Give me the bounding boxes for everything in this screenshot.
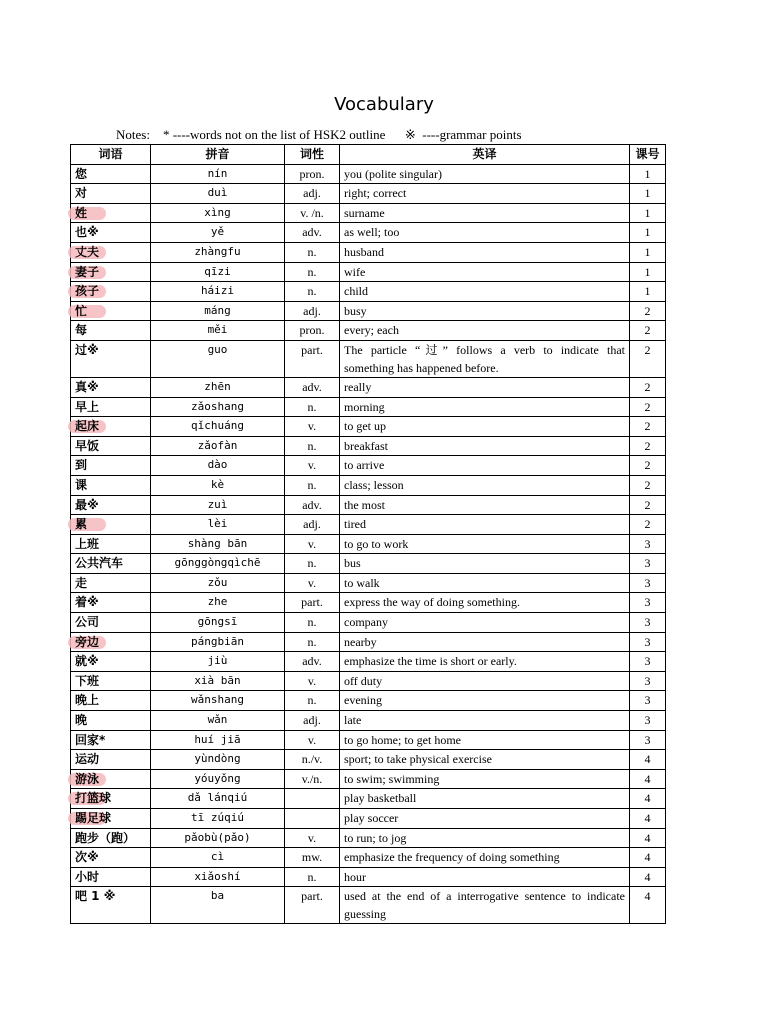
english-cell: sport; to take physical exercise <box>340 750 630 770</box>
part-of-speech-cell: v. <box>285 573 340 593</box>
lesson-number-cell: 3 <box>630 613 666 633</box>
word-cell <box>71 652 151 672</box>
word-text: 丈夫 <box>75 244 100 259</box>
word-cell <box>71 534 151 554</box>
part-of-speech-cell: pron. <box>285 321 340 341</box>
word-text: 孩子 <box>75 284 100 299</box>
part-of-speech-cell: part. <box>285 593 340 613</box>
pinyin-cell: dào <box>151 456 285 476</box>
word-cell <box>71 495 151 515</box>
part-of-speech-cell <box>285 789 340 809</box>
part-of-speech-cell: v. <box>285 671 340 691</box>
word-text: 早上 <box>75 399 100 414</box>
word-text: 晚 <box>75 713 88 728</box>
lesson-number-cell: 2 <box>630 321 666 341</box>
pinyin-cell: tī zúqiú <box>151 809 285 829</box>
english-cell: to get up <box>340 417 630 437</box>
table-row <box>71 554 666 574</box>
english-cell: emphasize the frequency of doing something <box>340 848 630 868</box>
lesson-number-cell: 3 <box>630 534 666 554</box>
english-cell: used at the end of a interrogative sentence to indicate guessing <box>340 887 630 924</box>
word-text: 起床 <box>75 419 100 434</box>
word-text: 公司 <box>75 615 100 630</box>
word-cell <box>71 321 151 341</box>
word-cell <box>71 573 151 593</box>
word-cell <box>71 711 151 731</box>
pinyin-cell: gōngsī <box>151 613 285 633</box>
table-row <box>71 769 666 789</box>
table-row <box>71 262 666 282</box>
part-of-speech-cell: n. <box>285 613 340 633</box>
word-text: 妻子 <box>75 264 100 279</box>
part-of-speech-cell: adv. <box>285 652 340 672</box>
lesson-number-cell: 3 <box>630 573 666 593</box>
table-row <box>71 282 666 302</box>
word-text: 对 <box>75 186 88 201</box>
lesson-number-cell: 4 <box>630 809 666 829</box>
pinyin-cell: zǒu <box>151 573 285 593</box>
pinyin-cell: huí jiā <box>151 730 285 750</box>
word-cell <box>71 164 151 184</box>
header-word: 词语 <box>71 145 151 165</box>
pinyin-cell: xiǎoshí <box>151 867 285 887</box>
word-cell <box>71 340 151 377</box>
word-text: 也※ <box>75 225 99 240</box>
word-text: 运动 <box>75 752 100 767</box>
word-text: 跑步（跑） <box>75 830 136 845</box>
table-row <box>71 848 666 868</box>
pinyin-cell: pǎobù(pǎo) <box>151 828 285 848</box>
english-cell: to walk <box>340 573 630 593</box>
part-of-speech-cell: part. <box>285 340 340 377</box>
pinyin-cell: cì <box>151 848 285 868</box>
word-cell <box>71 789 151 809</box>
table-row <box>71 632 666 652</box>
lesson-number-cell: 3 <box>630 730 666 750</box>
word-text: 踢足球 <box>75 811 112 825</box>
pinyin-cell: jiù <box>151 652 285 672</box>
lesson-number-cell: 2 <box>630 417 666 437</box>
word-cell <box>71 828 151 848</box>
pinyin-cell: qīzi <box>151 262 285 282</box>
word-cell <box>71 262 151 282</box>
lesson-number-cell: 1 <box>630 262 666 282</box>
word-cell <box>71 377 151 397</box>
word-text: 真※ <box>75 379 99 394</box>
lesson-number-cell: 4 <box>630 848 666 868</box>
lesson-number-cell: 4 <box>630 789 666 809</box>
lesson-number-cell: 2 <box>630 475 666 495</box>
english-cell: tired <box>340 515 630 535</box>
table-row <box>71 671 666 691</box>
lesson-number-cell: 2 <box>630 456 666 476</box>
word-text: 最※ <box>75 497 99 512</box>
table-row <box>71 652 666 672</box>
english-cell: hour <box>340 867 630 887</box>
table-row <box>71 301 666 321</box>
table-body <box>71 164 666 924</box>
part-of-speech-cell: adj. <box>285 711 340 731</box>
pinyin-cell: duì <box>151 184 285 204</box>
part-of-speech-cell: n. <box>285 632 340 652</box>
english-cell: evening <box>340 691 630 711</box>
table-row <box>71 534 666 554</box>
word-cell <box>71 475 151 495</box>
lesson-number-cell: 3 <box>630 711 666 731</box>
word-cell <box>71 282 151 302</box>
table-row <box>71 613 666 633</box>
header-lesson: 课号 <box>630 145 666 165</box>
word-text: 旁边 <box>75 634 100 649</box>
word-text: 下班 <box>75 673 100 688</box>
part-of-speech-cell: v. <box>285 456 340 476</box>
part-of-speech-cell: n. <box>285 475 340 495</box>
english-cell: to swim; swimming <box>340 769 630 789</box>
word-text: 到 <box>75 458 88 473</box>
pinyin-cell: zhàngfu <box>151 242 285 262</box>
pinyin-cell: shàng bān <box>151 534 285 554</box>
word-cell <box>71 223 151 243</box>
word-cell <box>71 417 151 437</box>
table-row <box>71 340 666 377</box>
pinyin-cell: gōnggòngqìchē <box>151 554 285 574</box>
lesson-number-cell: 3 <box>630 652 666 672</box>
word-text: 打篮球 <box>75 791 112 806</box>
header-part-of-speech: 词性 <box>285 145 340 165</box>
english-cell: morning <box>340 397 630 417</box>
word-text: 晚上 <box>75 693 100 708</box>
english-cell: express the way of doing something. <box>340 593 630 613</box>
vocabulary-table <box>70 144 666 924</box>
lesson-number-cell: 1 <box>630 203 666 223</box>
table-row <box>71 691 666 711</box>
english-cell: child <box>340 282 630 302</box>
lesson-number-cell: 2 <box>630 377 666 397</box>
word-text: 上班 <box>75 536 100 551</box>
pinyin-cell: nín <box>151 164 285 184</box>
word-cell <box>71 730 151 750</box>
lesson-number-cell: 3 <box>630 632 666 652</box>
lesson-number-cell: 4 <box>630 750 666 770</box>
part-of-speech-cell: pron. <box>285 164 340 184</box>
word-cell <box>71 613 151 633</box>
lesson-number-cell: 4 <box>630 887 666 924</box>
word-cell <box>71 203 151 223</box>
table-row <box>71 887 666 924</box>
part-of-speech-cell <box>285 809 340 829</box>
lesson-number-cell: 1 <box>630 242 666 262</box>
english-cell: play basketball <box>340 789 630 809</box>
table-row <box>71 417 666 437</box>
word-cell <box>71 848 151 868</box>
part-of-speech-cell: v. <box>285 417 340 437</box>
english-cell: off duty <box>340 671 630 691</box>
english-cell: you (polite singular) <box>340 164 630 184</box>
word-text: 着※ <box>75 595 99 610</box>
table-header-row <box>71 145 666 165</box>
part-of-speech-cell: v. <box>285 730 340 750</box>
english-cell: surname <box>340 203 630 223</box>
word-cell <box>71 554 151 574</box>
table-row <box>71 867 666 887</box>
english-cell: as well; too <box>340 223 630 243</box>
english-cell: The particle “过” follows a verb to indicate that something has happened before. <box>340 340 630 377</box>
part-of-speech-cell: mw. <box>285 848 340 868</box>
pinyin-cell: xià bān <box>151 671 285 691</box>
lesson-number-cell: 1 <box>630 184 666 204</box>
pinyin-cell: lèi <box>151 515 285 535</box>
word-cell <box>71 867 151 887</box>
word-cell <box>71 632 151 652</box>
word-cell <box>71 691 151 711</box>
word-cell <box>71 887 151 924</box>
part-of-speech-cell: part. <box>285 887 340 924</box>
word-text: 游泳 <box>75 771 100 786</box>
part-of-speech-cell: v./n. <box>285 769 340 789</box>
word-cell <box>71 397 151 417</box>
word-text: 小时 <box>75 869 100 884</box>
part-of-speech-cell: adj. <box>285 515 340 535</box>
part-of-speech-cell: n. <box>285 397 340 417</box>
header-english: 英译 <box>340 145 630 165</box>
word-text: 忙 <box>75 303 88 318</box>
lesson-number-cell: 1 <box>630 164 666 184</box>
english-cell: to run; to jog <box>340 828 630 848</box>
word-cell <box>71 456 151 476</box>
english-cell: to go to work <box>340 534 630 554</box>
pinyin-cell: máng <box>151 301 285 321</box>
lesson-number-cell: 1 <box>630 282 666 302</box>
part-of-speech-cell: v. /n. <box>285 203 340 223</box>
table-row <box>71 397 666 417</box>
table-row <box>71 730 666 750</box>
word-text: 次※ <box>75 850 99 865</box>
part-of-speech-cell: adv. <box>285 377 340 397</box>
lesson-number-cell: 3 <box>630 554 666 574</box>
english-cell: emphasize the time is short or early. <box>340 652 630 672</box>
word-text: 吧 1 ※ <box>75 889 116 904</box>
pinyin-cell: wǎn <box>151 711 285 731</box>
english-cell: class; lesson <box>340 475 630 495</box>
word-cell <box>71 809 151 829</box>
table-row <box>71 515 666 535</box>
lesson-number-cell: 2 <box>630 301 666 321</box>
pinyin-cell: háizi <box>151 282 285 302</box>
pinyin-cell: kè <box>151 475 285 495</box>
page-title: Vocabulary <box>334 94 434 115</box>
word-cell <box>71 436 151 456</box>
pinyin-cell: zǎoshang <box>151 397 285 417</box>
table-row <box>71 321 666 341</box>
lesson-number-cell: 3 <box>630 691 666 711</box>
lesson-number-cell: 1 <box>630 223 666 243</box>
english-cell: the most <box>340 495 630 515</box>
lesson-number-cell: 2 <box>630 340 666 377</box>
table-row <box>71 223 666 243</box>
part-of-speech-cell: n. <box>285 691 340 711</box>
lesson-number-cell: 4 <box>630 769 666 789</box>
word-text: 累 <box>75 517 88 532</box>
notes-line: Notes: * ----words not on the list of HSK2 outline ※ ----grammar points <box>116 127 522 142</box>
table-row <box>71 789 666 809</box>
pinyin-cell: wǎnshang <box>151 691 285 711</box>
word-text: 走 <box>75 575 88 590</box>
table-row <box>71 377 666 397</box>
pinyin-cell: měi <box>151 321 285 341</box>
word-cell <box>71 671 151 691</box>
table-row <box>71 495 666 515</box>
word-cell <box>71 515 151 535</box>
table-row <box>71 456 666 476</box>
english-cell: nearby <box>340 632 630 652</box>
pinyin-cell: qǐchuáng <box>151 417 285 437</box>
english-cell: to arrive <box>340 456 630 476</box>
table-row <box>71 828 666 848</box>
english-cell: really <box>340 377 630 397</box>
table-row <box>71 184 666 204</box>
english-cell: husband <box>340 242 630 262</box>
part-of-speech-cell: n. <box>285 867 340 887</box>
part-of-speech-cell: adv. <box>285 223 340 243</box>
part-of-speech-cell: n./v. <box>285 750 340 770</box>
part-of-speech-cell: v. <box>285 828 340 848</box>
english-cell: bus <box>340 554 630 574</box>
part-of-speech-cell: n. <box>285 262 340 282</box>
highlight-mark <box>68 305 106 318</box>
highlight-mark <box>68 518 106 531</box>
pinyin-cell: yóuyǒng <box>151 769 285 789</box>
english-cell: company <box>340 613 630 633</box>
table-row <box>71 750 666 770</box>
word-text: 过※ <box>75 342 99 357</box>
part-of-speech-cell: adj. <box>285 184 340 204</box>
english-cell: every; each <box>340 321 630 341</box>
lesson-number-cell: 4 <box>630 867 666 887</box>
english-cell: right; correct <box>340 184 630 204</box>
word-cell <box>71 593 151 613</box>
word-cell <box>71 301 151 321</box>
pinyin-cell: zuì <box>151 495 285 515</box>
header-pinyin: 拼音 <box>151 145 285 165</box>
table-row <box>71 164 666 184</box>
table-row <box>71 809 666 829</box>
pinyin-cell: pángbiān <box>151 632 285 652</box>
table-row <box>71 436 666 456</box>
lesson-number-cell: 2 <box>630 397 666 417</box>
word-cell <box>71 750 151 770</box>
pinyin-cell: dǎ lánqiú <box>151 789 285 809</box>
pinyin-cell: ba <box>151 887 285 924</box>
english-cell: play soccer <box>340 809 630 829</box>
part-of-speech-cell: adv. <box>285 495 340 515</box>
lesson-number-cell: 2 <box>630 515 666 535</box>
pinyin-cell: zǎofàn <box>151 436 285 456</box>
pinyin-cell: guo <box>151 340 285 377</box>
word-text: 就※ <box>75 654 99 669</box>
word-text: 每 <box>75 323 88 338</box>
table-row <box>71 203 666 223</box>
highlight-mark <box>68 207 106 220</box>
word-cell <box>71 242 151 262</box>
lesson-number-cell: 2 <box>630 495 666 515</box>
english-cell: busy <box>340 301 630 321</box>
word-text: 早饭 <box>75 438 100 453</box>
part-of-speech-cell: adj. <box>285 301 340 321</box>
word-cell <box>71 184 151 204</box>
part-of-speech-cell: v. <box>285 534 340 554</box>
pinyin-cell: zhe <box>151 593 285 613</box>
word-text: 姓 <box>75 205 88 220</box>
lesson-number-cell: 3 <box>630 671 666 691</box>
word-text: 回家* <box>75 732 106 747</box>
pinyin-cell: zhēn <box>151 377 285 397</box>
part-of-speech-cell: n. <box>285 554 340 574</box>
lesson-number-cell: 3 <box>630 593 666 613</box>
english-cell: breakfast <box>340 436 630 456</box>
word-text: 公共汽车 <box>75 556 124 571</box>
part-of-speech-cell: n. <box>285 436 340 456</box>
word-text: 您 <box>75 166 88 181</box>
table-row <box>71 593 666 613</box>
english-cell: to go home; to get home <box>340 730 630 750</box>
table-row <box>71 242 666 262</box>
pinyin-cell: yě <box>151 223 285 243</box>
lesson-number-cell: 2 <box>630 436 666 456</box>
table-row <box>71 475 666 495</box>
table-row <box>71 711 666 731</box>
part-of-speech-cell: n. <box>285 242 340 262</box>
lesson-number-cell: 4 <box>630 828 666 848</box>
table-row <box>71 573 666 593</box>
word-cell <box>71 769 151 789</box>
pinyin-cell: xìng <box>151 203 285 223</box>
part-of-speech-cell: n. <box>285 282 340 302</box>
pinyin-cell: yùndòng <box>151 750 285 770</box>
word-text: 课 <box>75 477 88 492</box>
english-cell: late <box>340 711 630 731</box>
english-cell: wife <box>340 262 630 282</box>
